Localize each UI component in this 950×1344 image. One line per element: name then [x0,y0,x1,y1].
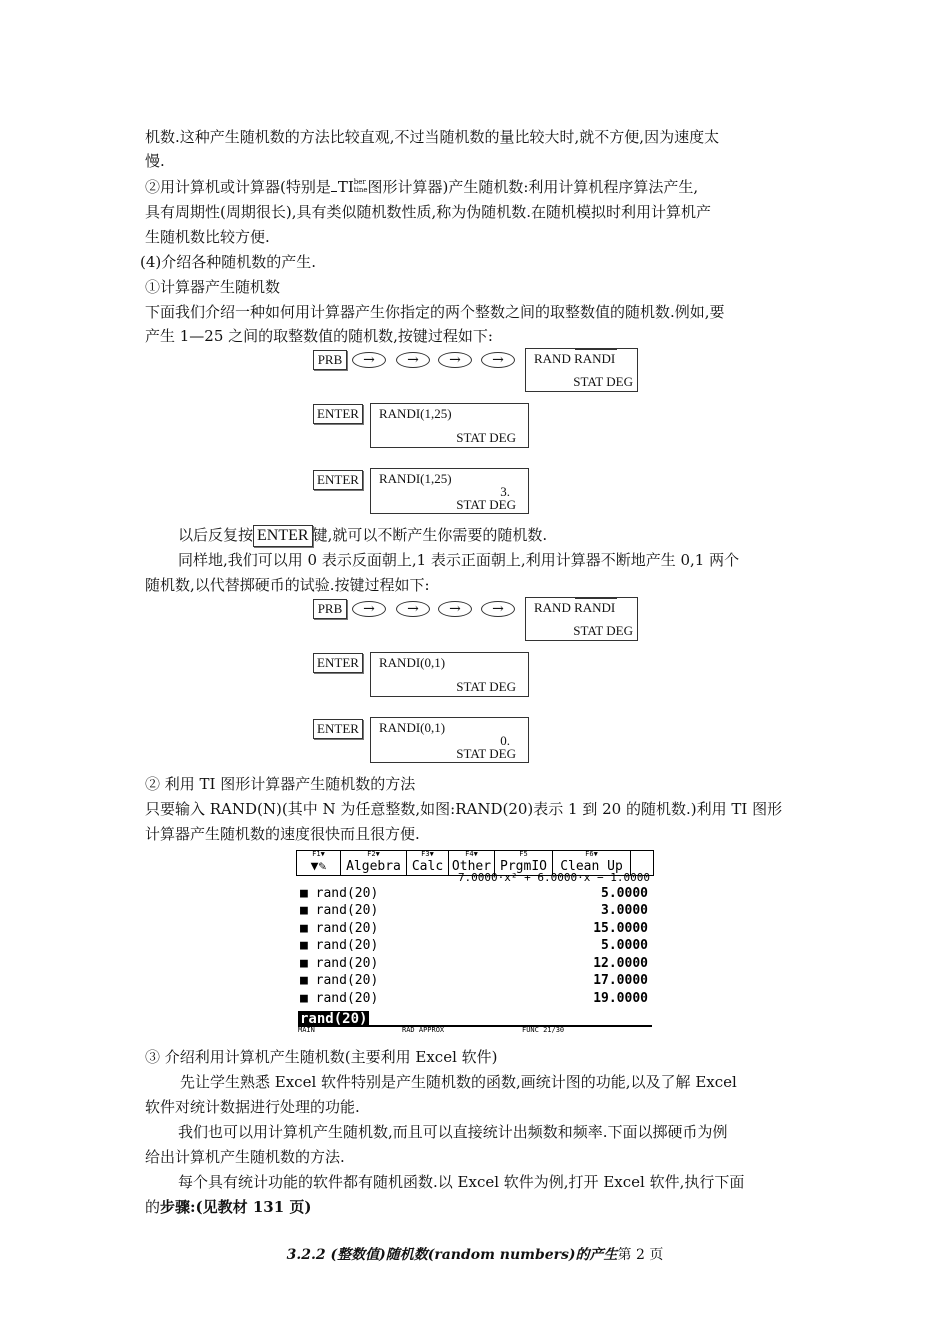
screen-menu-text: RAND RANDI [534,351,616,366]
ti-logo-small-2: tine [353,186,368,194]
screen-menu [534,351,615,367]
text-fragment: ②用计算机或计算器(特别是 [145,178,331,196]
text-fragment: 图形计算器)产生随机数:利用计算机程序算法产生, [367,178,699,196]
ti-history-row [300,937,650,954]
prb-key: PRB [313,599,347,619]
text-fragment: 以后反复按 [178,526,254,544]
status-mode: RAD APPROX [402,1026,445,1034]
ti-menu-f1 [297,851,341,875]
ti-result: 5.0000 [601,938,648,953]
screen-status: STAT DEG [573,374,633,389]
text-line [178,523,547,547]
enter-key: ENTER [313,653,363,673]
arrow-glyph: → [407,352,419,368]
ti-command: ■ rand(20) [300,973,379,988]
calculator-screen [370,717,529,763]
menu-label: Calc [411,859,444,874]
section-heading: ③ 介绍利用计算机产生随机数(主要利用 Excel 软件) [145,1048,498,1066]
screen-input: RANDI(0,1) [379,655,446,670]
bold-reference: 步骤:(见教材 131 页) [160,1198,312,1216]
section-heading: ② 利用 TI 图形计算器产生随机数的方法 [145,775,416,793]
ti-command: ■ rand(20) [300,886,379,901]
right-arrow-key-icon [481,352,515,368]
status-main: MAIN [298,1026,315,1034]
right-arrow-key-icon [438,352,472,368]
ti-entry-line [298,1008,652,1027]
text-line: 慢. [145,152,165,170]
arrow-glyph: → [449,601,461,617]
calculator-screen [525,597,638,641]
cursor-bar [575,598,617,599]
screen-menu: RAND RANDI [534,600,616,615]
right-arrow-key-icon [352,352,386,368]
arrow-glyph: → [492,601,504,617]
right-arrow-key-icon [481,601,515,617]
prb-key: PRB [313,350,347,370]
text-line: 只要输入 RAND(N)(其中 N 为任意整数,如图:RAND(20)表示 1 到 20 的随机数.)利用 TI 图形 [145,800,783,818]
text-line: 同样地,我们可以用 0 表示反面朝上,1 表示正面朝上,利用计算器不断地产生 0,1 两个 [178,551,740,569]
fkey-label: F3▼ [421,850,434,858]
ti-calculator-screen [296,850,654,1036]
screen-status: STAT DEG [456,430,516,445]
cursor-bar [575,349,617,350]
text-line [145,1195,312,1219]
ti-logo-small [354,178,368,194]
footer-title: 3.2.2 (整数值)随机数(random numbers)的产生 [286,1247,618,1263]
arrow-glyph: → [449,352,461,368]
fkey-label: F2▼ [367,850,380,858]
ti-logo-inline [331,179,337,192]
ti-result: 3.0000 [601,903,648,918]
text-line: 具有周期性(周期很长),具有类似随机数性质,称为伪随机数.在随机模拟时利用计算机产 [145,203,712,221]
ti-command: ■ rand(20) [300,956,379,971]
text-line: 先让学生熟悉 Excel 软件特别是产生随机数的函数,画统计图的功能,以及了解 Excel [180,1073,737,1091]
text-line: 每个具有统计功能的软件都有随机函数.以 Excel 软件为例,打开 Excel 软件,执行下面 [178,1173,745,1191]
right-arrow-key-icon [396,352,430,368]
screen-input: RANDI(0,1) [379,720,446,735]
calculator-screen [370,468,529,514]
ti-history-row [300,972,650,989]
menu-label: Clean Up [560,859,623,874]
screen-input: RANDI(1,25) [379,406,452,421]
text-line: 下面我们介绍一种如何用计算器产生你指定的两个整数之间的取整数值的随机数.例如,要 [145,303,725,321]
ti-result: 17.0000 [593,973,648,988]
screen-input: RANDI(1,25) [379,471,452,486]
text-line: 计算器产生随机数的速度很快而且很方便. [145,825,420,843]
tools-icon: ▼✎ [310,859,327,874]
right-arrow-key-icon [396,601,430,617]
text-fragment: 键,就可以不断产生你需要的随机数. [312,526,548,544]
screen-result: 3. [500,484,510,499]
enter-key: ENTER [313,404,363,424]
fkey-label: F6▼ [585,850,598,858]
menu-label: PrgmIO [500,859,547,874]
text-line: 随机数,以代替掷硬币的试验.按键过程如下: [145,576,430,594]
menu-label: Algebra [346,859,401,874]
fkey-label: F4▼ [465,850,478,858]
screen-status: STAT DEG [456,679,516,694]
ti-command: ■ rand(20) [300,921,379,936]
ti-result: 15.0000 [593,921,648,936]
enter-key: ENTER [313,719,363,739]
section-heading: ①计算器产生随机数 [145,278,281,296]
ti-text: TI [337,178,354,196]
page-footer [0,1245,950,1265]
text-line: 软件对统计数据进行处理的功能. [145,1098,360,1116]
arrow-glyph: → [492,352,504,368]
calculator-screen [370,403,529,448]
calculator-screen [370,652,529,697]
menu-label: Other [451,859,492,874]
arrow-glyph: → [407,601,419,617]
ti-command: ■ rand(20) [300,903,379,918]
enter-key: ENTER [313,470,363,490]
arrow-glyph: → [363,601,375,617]
ti-history-row [300,885,650,902]
ti-entry-text: rand(20) [300,1011,368,1027]
screen-result: 0. [500,733,510,748]
ti-command: ■ rand(20) [300,991,379,1006]
ti-logo-small-1: ber [353,178,366,186]
screen-status: STAT DEG [573,623,633,638]
ti-menu-calc [407,851,449,875]
arrow-glyph: → [363,352,375,368]
text-line: 机数.这种产生随机数的方法比较直观,不过当随机数的量比较大时,就不方便,因为速度太 [145,128,720,146]
ti-menu-algebra [341,851,407,875]
text-line: (4)介绍各种随机数的产生. [140,253,317,271]
status-func: FUNC 21/30 [522,1026,565,1034]
ti-history-row [300,955,650,972]
right-arrow-key-icon [438,601,472,617]
enter-key-inline: ENTER [253,525,313,547]
fkey-label: F5 [519,850,528,858]
ti-result: 12.0000 [593,956,648,971]
text-fragment: 的 [145,1198,161,1216]
screen-status: STAT DEG [456,497,516,512]
ti-result: 5.0000 [601,886,648,901]
text-line: 我们也可以用计算机产生随机数,而且可以直接统计出频数和频率.下面以掷硬币为例 [178,1123,728,1141]
text-line: 生随机数比较方便. [145,228,270,246]
text-line: 产生 1—25 之间的取整数值的随机数,按键过程如下: [145,327,493,345]
fkey-label: F1▼ [312,850,325,858]
right-arrow-key-icon [352,601,386,617]
page-number: 第 2 页 [617,1247,664,1263]
ti-result: 19.0000 [593,991,648,1006]
ti-overflow-line: 7.0000·x² + 6.0000·x − 1.0000 [457,872,650,882]
text-line [145,175,698,199]
screen-status: STAT DEG [456,746,516,761]
ti-history-row [300,902,650,919]
ti-history-row [300,920,650,937]
ti-history-row [300,990,650,1007]
calculator-screen [525,348,638,392]
ti-command: ■ rand(20) [300,938,379,953]
text-line: 给出计算机产生随机数的方法. [145,1148,345,1166]
